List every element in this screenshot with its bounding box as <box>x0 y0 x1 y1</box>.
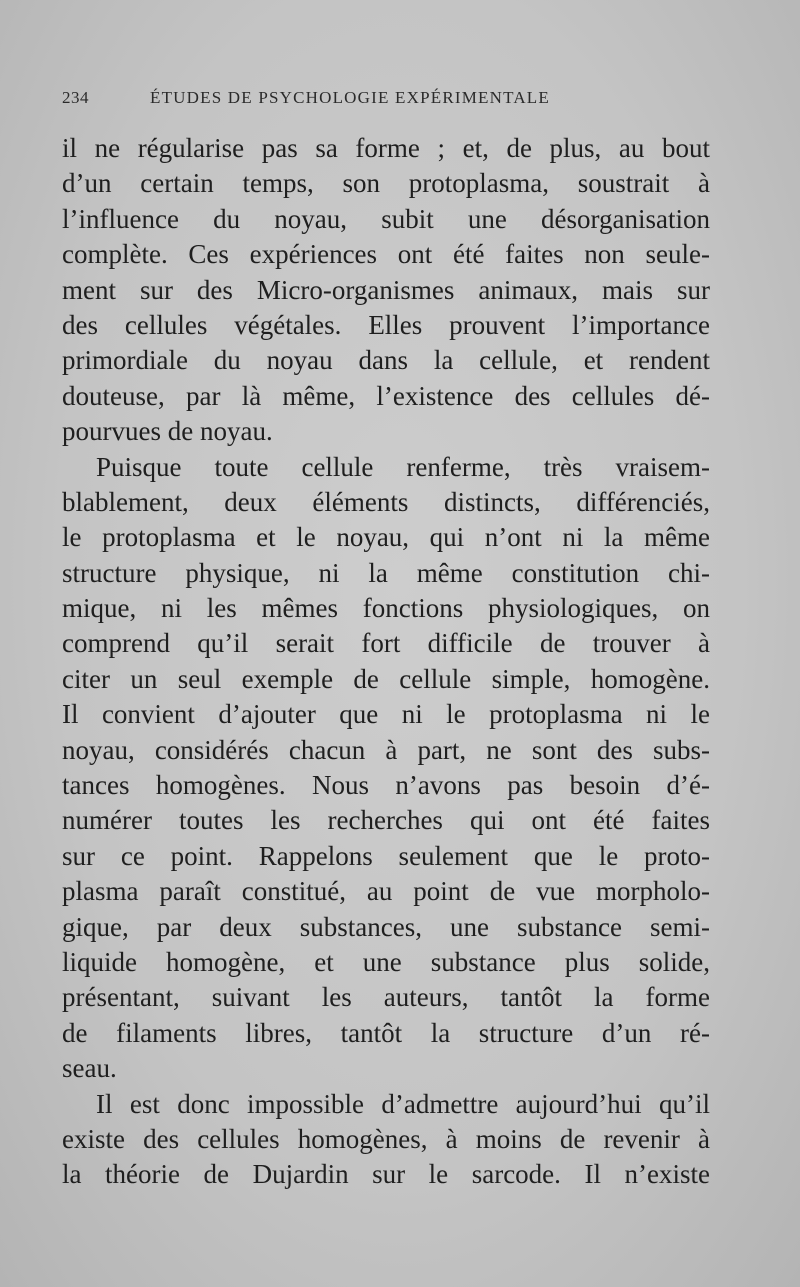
text-line: présentant, suivant les auteurs, tantôt la forme <box>62 982 710 1013</box>
text-line: des cellules végétales. Elles prouvent l’importance <box>62 309 710 340</box>
text-line: Il convient d’ajouter que ni le protoplasma ni le <box>62 699 710 730</box>
paragraph-start-line: Puisque toute cellule renferme, très vraisem- <box>96 451 710 482</box>
text-line: il ne régularise pas sa forme ; et, de plus, au bout <box>62 133 710 163</box>
text-line: gique, par deux substances, une substance semi- <box>62 911 710 942</box>
text-line: comprend qu’il serait fort difficile de trouver à <box>62 628 710 659</box>
text-line: numérer toutes les recherches qui ont été faites <box>62 805 710 836</box>
paragraph-start-line: Il est donc impossible d’admettre aujourd’hui qu’il <box>96 1088 710 1119</box>
text-line: sur ce point. Rappelons seulement que le proto- <box>62 840 710 871</box>
text-line: ment sur des Micro-organismes animaux, mais sur <box>62 274 710 305</box>
text-line: douteuse, par là même, l’existence des cellules dé- <box>62 380 710 411</box>
text-line: plasma paraît constitué, au point de vue morpholo- <box>62 876 710 907</box>
text-line: existe des cellules homogènes, à moins de revenir à <box>62 1123 710 1154</box>
running-head: ÉTUDES DE PSYCHOLOGIE EXPÉRIMENTALE <box>150 88 550 107</box>
text-line: primordiale du noyau dans la cellule, et rendent <box>62 345 710 376</box>
text-line: noyau, considérés chacun à part, ne sont des subs- <box>62 734 710 765</box>
page-header <box>62 88 682 112</box>
body-text <box>62 131 710 1193</box>
page-number: 234 <box>62 88 89 107</box>
text-line: le protoplasma et le noyau, qui n’ont ni la même <box>62 522 710 553</box>
text-line: citer un seul exemple de cellule simple, homogène. <box>62 663 710 694</box>
text-line: mique, ni les mêmes fonctions physiologiques, on <box>62 593 710 624</box>
text-line: tances homogènes. Nous n’avons pas besoin d’é- <box>62 770 710 801</box>
text-line: de filaments libres, tantôt la structure d’un ré- <box>62 1017 710 1048</box>
text-line: la théorie de Dujardin sur le sarcode. Il n’existe <box>62 1159 710 1190</box>
text-line: blablement, deux éléments distincts, différenciés, <box>62 486 710 517</box>
text-line: seau. <box>62 1053 117 1084</box>
text-line: liquide homogène, et une substance plus solide, <box>62 946 710 977</box>
text-line: complète. Ces expériences ont été faites non seule- <box>62 239 710 270</box>
text-line: structure physique, ni la même constitution chi- <box>62 557 710 588</box>
text-line: l’influence du noyau, subit une désorganisation <box>62 203 710 234</box>
text-line: d’un certain temps, son protoplasma, soustrait à <box>62 168 710 199</box>
text-line: pourvues de noyau. <box>62 416 273 447</box>
